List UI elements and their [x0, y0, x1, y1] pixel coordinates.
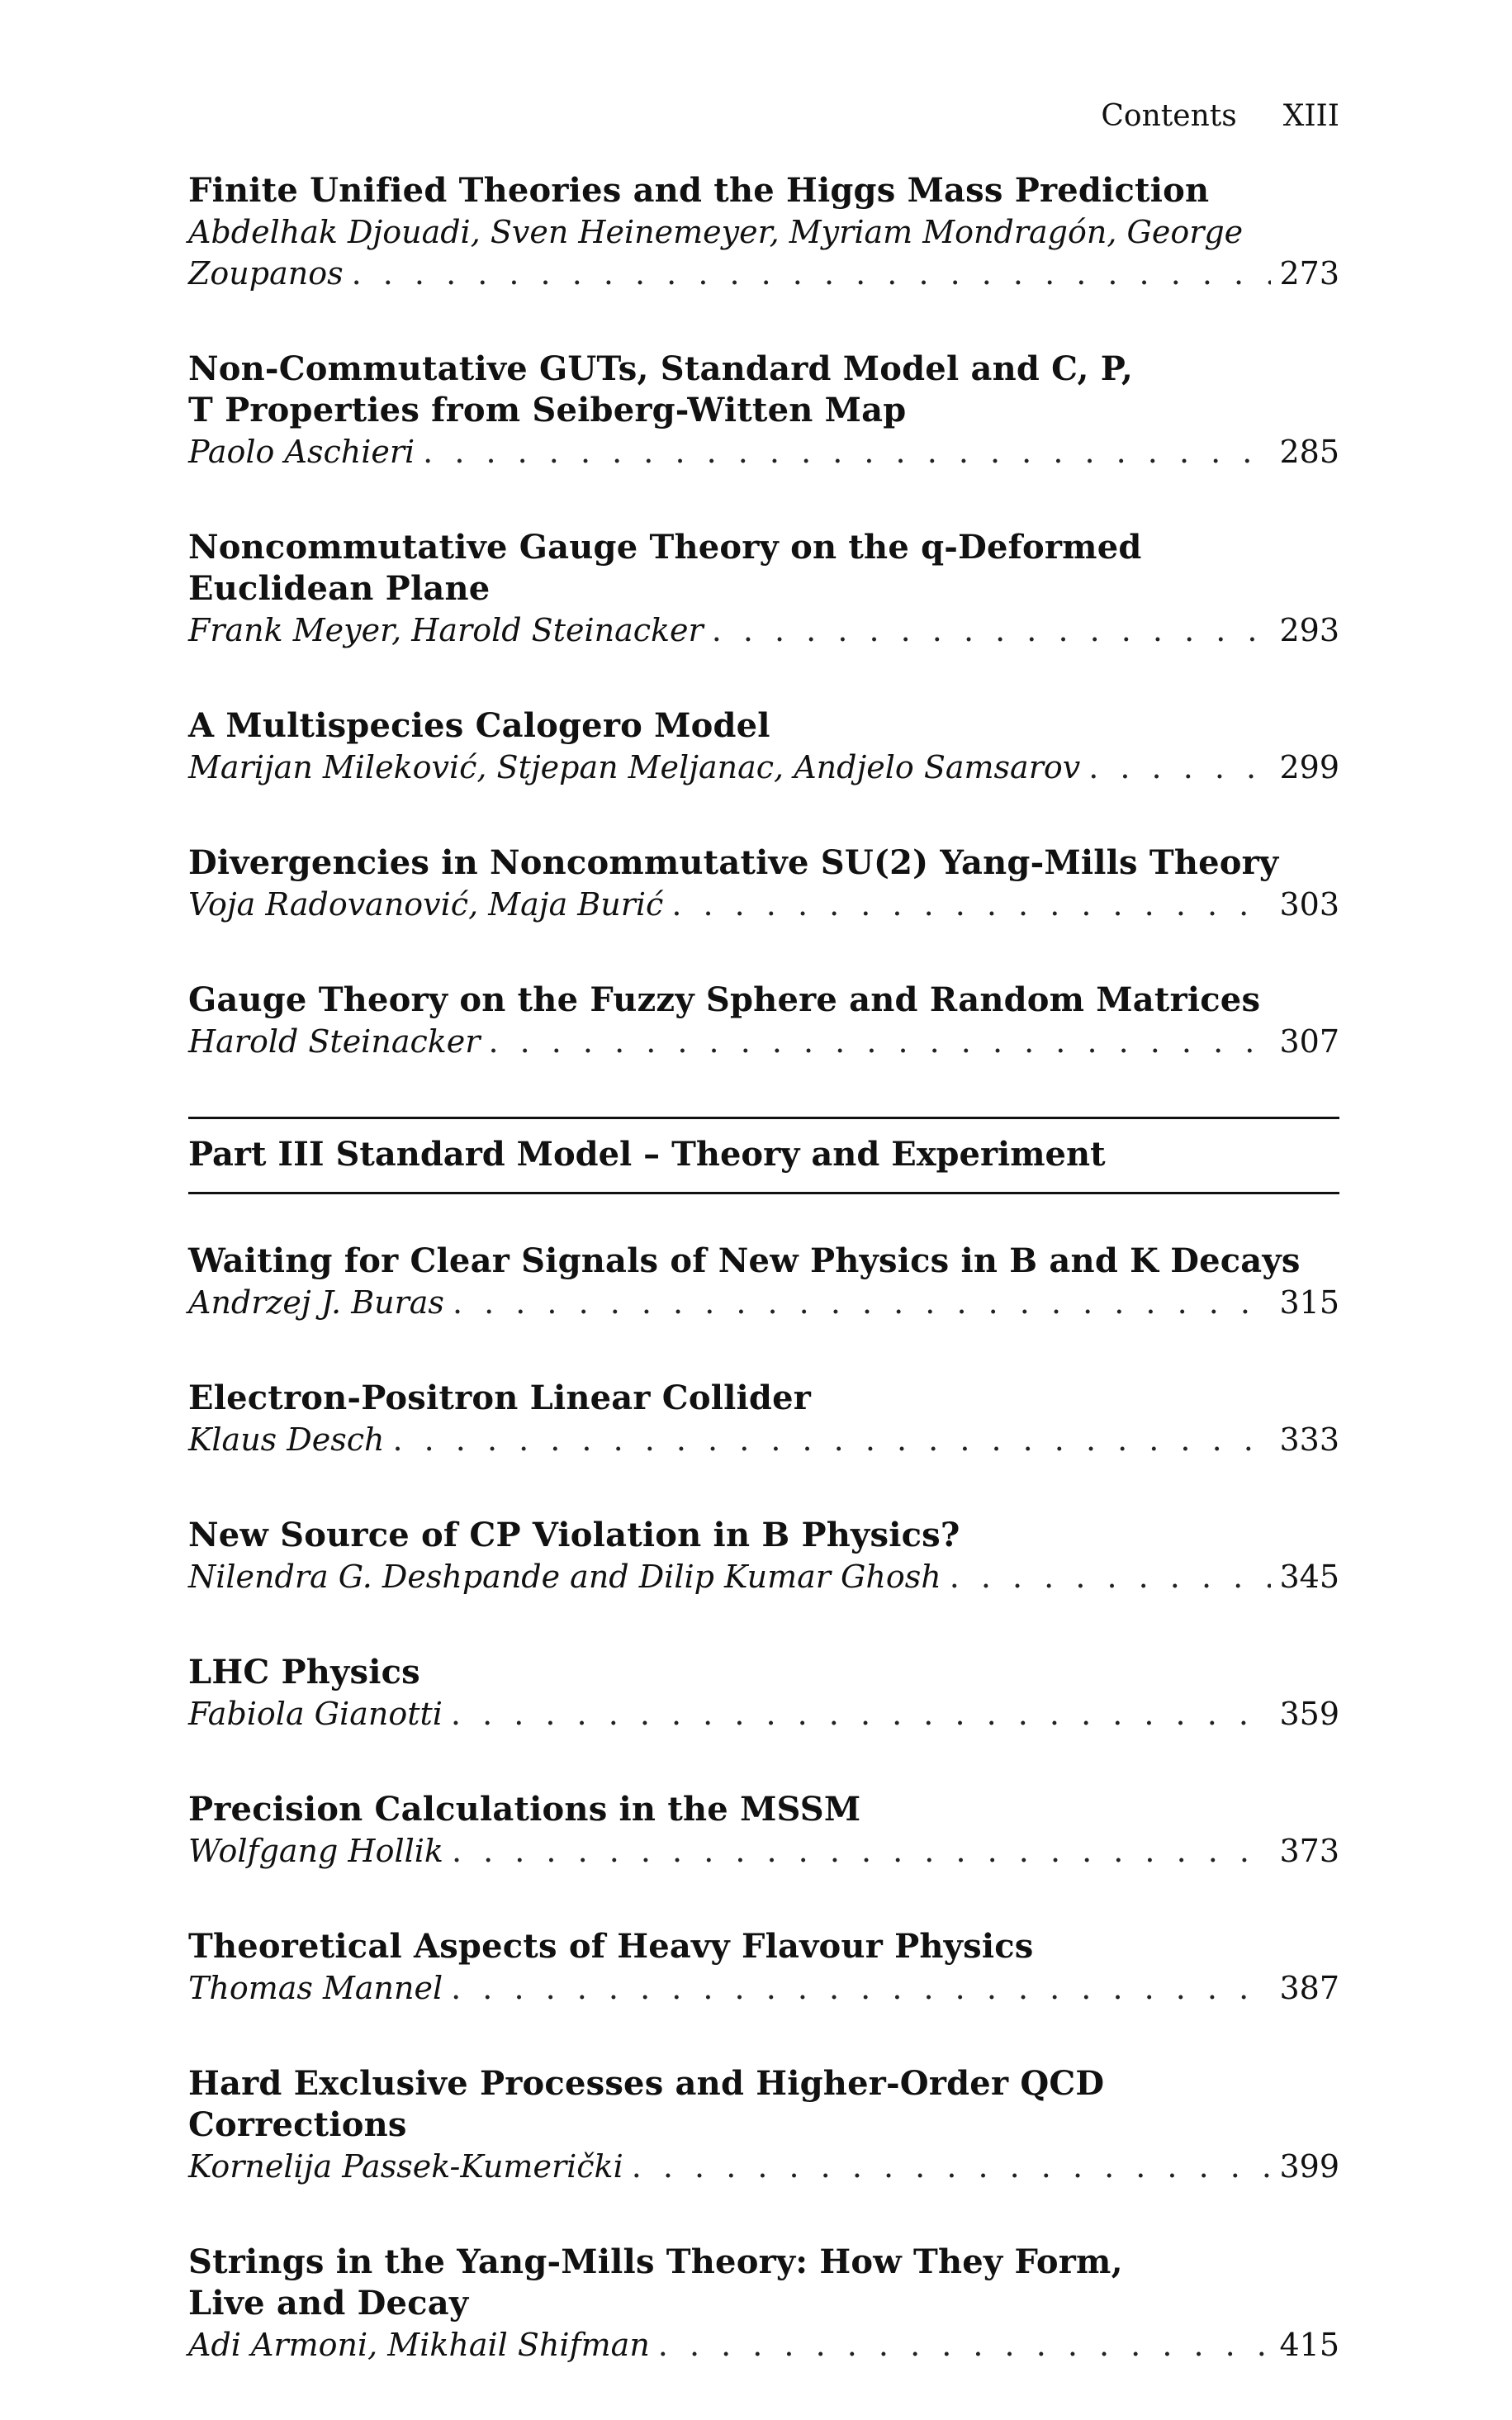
- entry-authors-line: [188, 1830, 1339, 1872]
- entry-page-number[interactable]: 333: [1279, 1421, 1339, 1458]
- dot-leader: [451, 1967, 1271, 2009]
- toc-entry[interactable]: [188, 527, 1339, 651]
- dot-leader: [712, 610, 1272, 651]
- entry-page-number[interactable]: 285: [1279, 434, 1339, 470]
- entry-authors: Andrzej J. Buras: [188, 1284, 444, 1321]
- entry-page-number[interactable]: 387: [1279, 1970, 1339, 2006]
- entry-authors-line: [188, 431, 1339, 472]
- entry-authors: Marijan Mileković, Stjepan Meljanac, Andjelo Samsarov: [188, 749, 1081, 785]
- dot-leader: [950, 1556, 1272, 1597]
- entry-authors: Adi Armoni, Mikhail Shifman: [188, 2327, 650, 2363]
- toc-entry[interactable]: [188, 1652, 1339, 1734]
- entry-authors: Abdelhak Djouadi, Sven Heinemeyer, Myriam Mondragón, George: [188, 214, 1244, 250]
- entry-title[interactable]: Waiting for Clear Signals of New Physics in B and K Decays: [188, 1241, 1301, 1280]
- entry-title[interactable]: Electron-Positron Linear Collider: [188, 1378, 812, 1417]
- entry-title[interactable]: Strings in the Yang-Mills Theory: How They Form, Live and Decay: [188, 2242, 1123, 2323]
- dot-leader: [451, 1693, 1272, 1734]
- entry-page-number[interactable]: 399: [1279, 2148, 1339, 2185]
- dot-leader: [658, 2324, 1272, 2365]
- running-head-page-number: XIII: [1282, 99, 1339, 133]
- entry-authors-line: [188, 1967, 1339, 2009]
- dot-leader: [423, 431, 1271, 472]
- dot-leader: [632, 2146, 1272, 2187]
- entry-title[interactable]: Noncommutative Gauge Theory on the q-Deformed Euclidean Plane: [188, 528, 1142, 608]
- entry-authors-line: [188, 1021, 1339, 1062]
- entry-authors-line: [188, 211, 1339, 253]
- toc-entry[interactable]: [188, 2242, 1339, 2365]
- contents-page: [188, 97, 1339, 2420]
- entry-authors: Kornelija Passek-Kumerički: [188, 2148, 623, 2185]
- toc-entry[interactable]: [188, 980, 1339, 1062]
- entry-authors-line: [188, 1693, 1339, 1734]
- entry-page-number[interactable]: 345: [1279, 1559, 1339, 1595]
- entry-title[interactable]: Gauge Theory on the Fuzzy Sphere and Random Matrices: [188, 980, 1261, 1019]
- entry-authors: Nilendra G. Deshpande and Dilip Kumar Ghosh: [188, 1559, 941, 1595]
- dot-leader: [453, 1282, 1272, 1323]
- entry-authors: Voja Radovanović, Maja Burić: [188, 886, 664, 923]
- entry-title[interactable]: Finite Unified Theories and the Higgs Mass Prediction: [188, 171, 1210, 210]
- toc-entry[interactable]: [188, 2063, 1339, 2187]
- entry-authors: Harold Steinacker: [188, 1023, 481, 1060]
- entry-title[interactable]: Precision Calculations in the MSSM: [188, 1790, 861, 1829]
- entry-title[interactable]: Hard Exclusive Processes and Higher-Order QCD Corrections: [188, 2064, 1105, 2144]
- entry-title[interactable]: New Source of CP Violation in B Physics?: [188, 1516, 960, 1554]
- toc-entry[interactable]: [188, 1241, 1339, 1323]
- part-heading[interactable]: Part III Standard Model – Theory and Experiment: [188, 1135, 1106, 1174]
- dot-leader: [452, 1830, 1272, 1872]
- toc-entry[interactable]: [188, 170, 1339, 294]
- entry-title[interactable]: Non-Commutative GUTs, Standard Model and C, P, T Properties from Seiberg-Witten Map: [188, 349, 1134, 429]
- toc-entry[interactable]: [188, 1789, 1339, 1872]
- toc-entry[interactable]: [188, 1378, 1339, 1460]
- entry-page-number[interactable]: 293: [1279, 612, 1339, 648]
- entry-page-number[interactable]: 303: [1279, 886, 1339, 923]
- dot-leader: [1088, 747, 1271, 788]
- entry-authors-line: [188, 610, 1339, 651]
- entry-title[interactable]: LHC Physics: [188, 1653, 420, 1692]
- dot-leader: [671, 884, 1271, 925]
- entry-authors-line: [188, 884, 1339, 925]
- entry-authors-line: [188, 2324, 1339, 2365]
- toc-entry[interactable]: [188, 1926, 1339, 2009]
- entry-title[interactable]: Divergencies in Noncommutative SU(2) Yang-Mills Theory: [188, 843, 1279, 882]
- entry-authors-line: [188, 1556, 1339, 1597]
- entry-authors: Wolfgang Hollik: [188, 1833, 443, 1869]
- entry-page-number[interactable]: 299: [1279, 749, 1339, 785]
- entry-authors: Frank Meyer, Harold Steinacker: [188, 612, 704, 648]
- entry-authors: Thomas Mannel: [188, 1970, 443, 2006]
- part-heading-block: [188, 1117, 1339, 1194]
- entry-authors: Fabiola Gianotti: [188, 1696, 443, 1732]
- dot-leader: [392, 1419, 1271, 1460]
- entry-authors-line: [188, 1282, 1339, 1323]
- entry-page-number[interactable]: 273: [1279, 255, 1339, 292]
- entry-authors: Paolo Aschieri: [188, 434, 415, 470]
- dot-leader: [488, 1021, 1271, 1062]
- dot-leader: [352, 253, 1272, 294]
- part-rule-bottom: [188, 1192, 1339, 1194]
- entry-authors-line: [188, 1419, 1339, 1460]
- toc-entry[interactable]: [188, 349, 1339, 472]
- entry-title[interactable]: A Multispecies Calogero Model: [188, 706, 770, 745]
- toc-entry[interactable]: [188, 705, 1339, 788]
- entry-authors: Zoupanos: [188, 255, 344, 292]
- entry-authors-line: [188, 253, 1339, 294]
- entry-authors: Klaus Desch: [188, 1421, 385, 1458]
- entry-page-number[interactable]: 373: [1279, 1833, 1339, 1869]
- toc-entry[interactable]: [188, 1515, 1339, 1597]
- toc-entry[interactable]: [188, 842, 1339, 925]
- entry-page-number[interactable]: 315: [1279, 1284, 1339, 1321]
- running-head-section: Contents: [1101, 99, 1237, 133]
- entry-title[interactable]: Theoretical Aspects of Heavy Flavour Physics: [188, 1927, 1034, 1966]
- entry-page-number[interactable]: 359: [1279, 1696, 1339, 1732]
- entry-authors-line: [188, 747, 1339, 788]
- entry-page-number[interactable]: 307: [1279, 1023, 1339, 1060]
- entry-authors-line: [188, 2146, 1339, 2187]
- running-head: [188, 97, 1339, 135]
- entry-page-number[interactable]: 415: [1279, 2327, 1339, 2363]
